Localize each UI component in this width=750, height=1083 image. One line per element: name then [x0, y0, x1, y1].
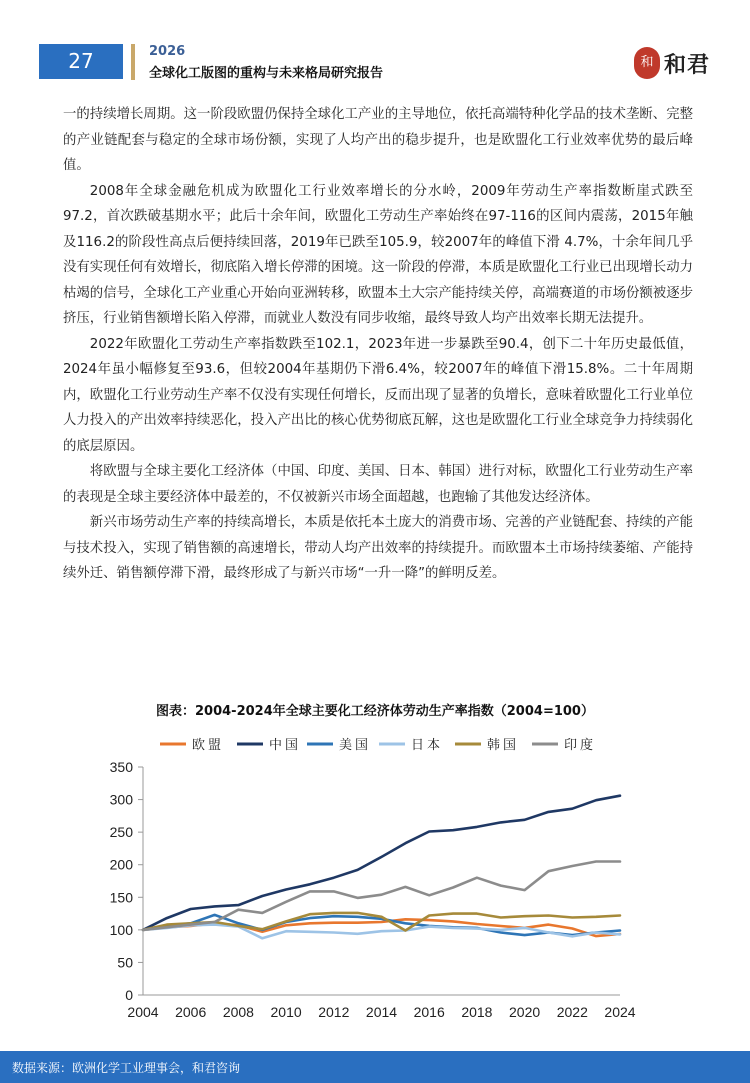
- chart-title: 图表：2004-2024年全球主要化工经济体劳动生产率指数（2004=100）: [156, 704, 594, 719]
- x-tick-label: 2022: [556, 1004, 588, 1020]
- series-line-日本: [143, 925, 620, 939]
- paragraph-4: 将欧盟与全球主要化工经济体（中国、印度、美国、日本、韩国）进行对标，欧盟化工行业劳动生产率的表现是全球主要经济体中最差的，不仅被新兴市场全面超越，也跑输了其他发达经济体。: [63, 464, 693, 505]
- source-note: 数据来源：欧洲化学工业理事会，和君咨询: [12, 1061, 241, 1075]
- paragraph-1: 一的持续增长周期。这一阶段欧盟仍保持全球化工产业的主导地位，依托高端特种化学品的技术垄断、完整的产业链配套与稳定的全球市场份额，实现了人均产出的稳步提升，也是欧盟化工行业效率优势的最后峰值。: [63, 107, 693, 173]
- y-tick-label: 150: [109, 889, 133, 906]
- y-tick-label: 250: [109, 824, 133, 841]
- x-tick-label: 2016: [413, 1004, 445, 1020]
- header-title: 全球化工版图的重构与未来格局研究报告: [149, 66, 384, 81]
- y-tick-label: 350: [109, 759, 133, 775]
- logo-seal-icon: 和: [634, 47, 660, 79]
- paragraph-2: 2008年全球金融危机成为欧盟化工行业效率增长的分水岭，2009年劳动生产率指数断崖式跌至97.2，首次跌破基期水平；此后十余年间，欧盟化工劳动生产率始终在97-116的区间内震荡，2015年触及116.2的阶段性高点后便持续回落，2019年已跌至105.9，较2007年的峰值下滑 4.7%，十余年间几乎没有实现任何有效增长，彻底陷入增长停滞的困境。这一阶段的停滞，本质是欧盟化工行业已出现增长动力枯竭的信号，全球化工产业重心开始向亚洲转移，欧盟本土大宗产能持续关停，高端赛道的市场份额被逐步挤压，行业销售额增长陷入停滞，而就业人数没有同步收缩，最终导致人均产出效率长期无法提升。: [63, 183, 693, 326]
- paragraph-5: 新兴市场劳动生产率的持续高增长，本质是依托本土庞大的消费市场、完善的产业链配套、持续的产能与技术投入，实现了销售额的高速增长，带动人均产出效率的持续提升。而欧盟本土市场持续萎缩、产能持续外迁、销售额停滞下滑，最终形成了与新兴市场“一升一降”的鲜明反差。: [63, 515, 693, 581]
- x-tick-label: 2008: [222, 1004, 254, 1020]
- x-tick-label: 2004: [127, 1004, 159, 1020]
- y-tick-label: 200: [109, 856, 133, 873]
- brand-logo: [634, 46, 710, 80]
- x-tick-label: 2010: [270, 1004, 302, 1020]
- legend-label: 中国: [269, 738, 302, 753]
- y-tick-label: 50: [117, 954, 133, 971]
- legend-label: 欧盟: [192, 738, 225, 753]
- y-tick-label: 100: [109, 921, 133, 938]
- paragraph-3: 2022年欧盟化工劳动生产率指数跌至102.1，2023年进一步暴跌至90.4，创下二十年历史最低值，2024年虽小幅修复至93.6，但较2004年基期仍下滑6.4%，较2007年的峰值下滑15.8%。二十年周期内，欧盟化工行业劳动生产率不仅没有实现任何增长，反而出现了显著的负增长，意味着欧盟化工行业单位人力投入的产出效率持续恶化，投入产出比的核心优势彻底瓦解，这也是欧盟化工行业全球竞争力持续弱化的底层原因。: [63, 336, 693, 454]
- legend-label: 韩国: [487, 738, 520, 753]
- report-body: [63, 102, 693, 587]
- x-tick-label: 2012: [318, 1004, 350, 1020]
- header-divider: [131, 44, 135, 80]
- x-tick-label: 2024: [604, 1004, 636, 1020]
- legend-label: 日本: [411, 738, 444, 753]
- x-tick-label: 2006: [175, 1004, 207, 1020]
- y-tick-label: 0: [125, 987, 133, 1003]
- legend-label: 美国: [339, 738, 372, 753]
- page-number: 27: [39, 44, 123, 79]
- page-footer: [0, 1051, 750, 1083]
- x-tick-label: 2020: [509, 1004, 541, 1020]
- legend-label: 印度: [564, 738, 597, 753]
- header-year: 2026: [149, 44, 186, 59]
- x-tick-label: 2014: [365, 1004, 398, 1020]
- y-tick-label: 300: [109, 791, 133, 808]
- x-tick-label: 2018: [461, 1004, 493, 1020]
- series-line-中国: [143, 796, 620, 930]
- line-chart: [0, 725, 750, 1025]
- logo-text: 和君: [664, 52, 711, 78]
